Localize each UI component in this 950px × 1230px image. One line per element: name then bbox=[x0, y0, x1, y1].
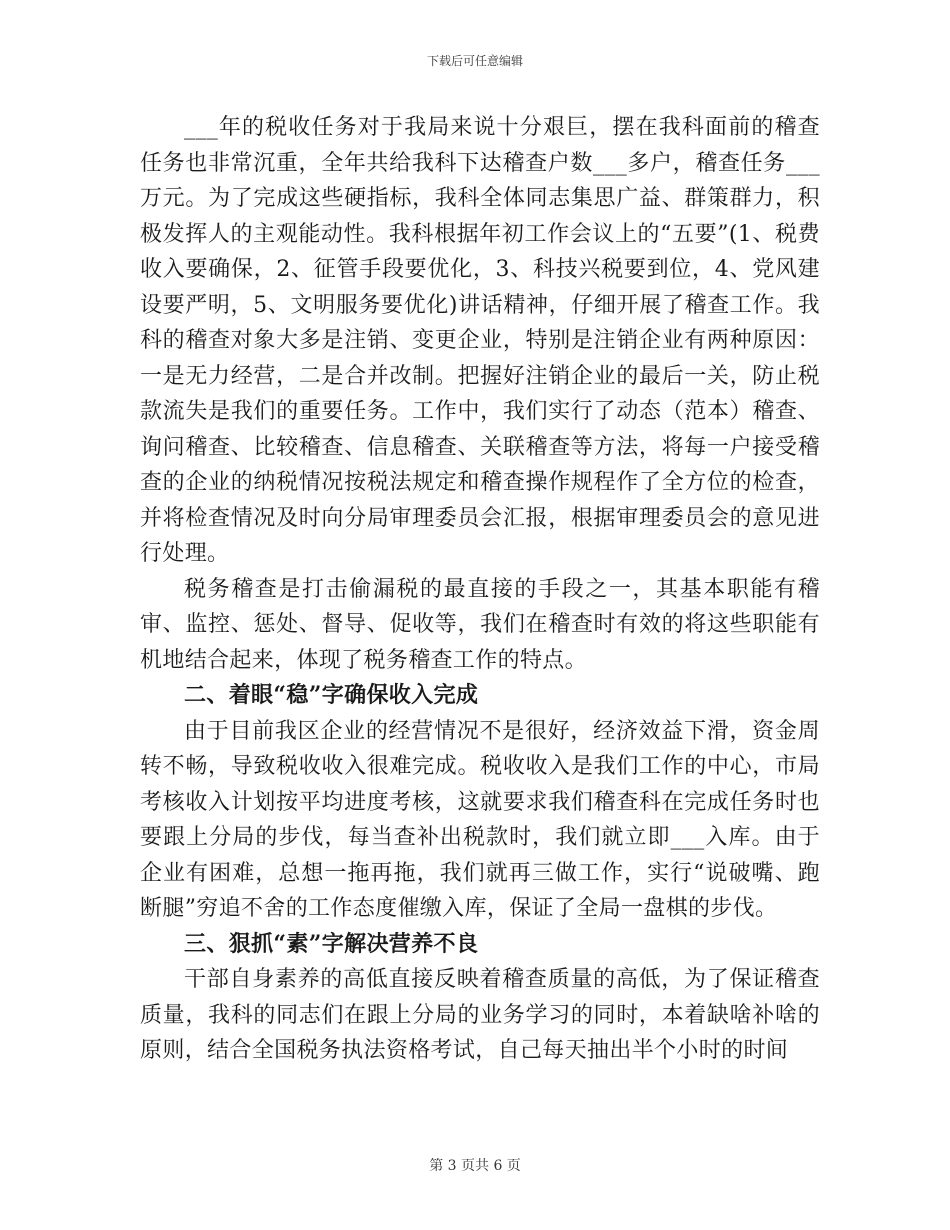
page-header: 下载后可任意编辑 bbox=[426, 54, 523, 68]
page-number-footer: 第 3 页共 6 页 bbox=[429, 1158, 521, 1174]
body-paragraph-3: 由于目前我区企业的经营情况不是很好，经济效益下滑，资金周转不畅，导致税收收入很难完成。税收收入是我们工作的中心，市局考核收入计划按平均进度考核，这就要求我们稽查科在完成任务时也要跟上分局的步伐，每当查补出税款时，我们就立即___入库。由于企业有困难，总想一拖再拖，我们就再三做工作，实行“说破嘴、跑断腿”穷追不舍的工作态度催缴入库，保证了全局一盘棋的步伐。 bbox=[140, 718, 820, 921]
section-heading-3: 三、狠抓“素”字解决营养不良 bbox=[184, 930, 479, 957]
section-heading-2: 二、着眼“稳”字确保收入完成 bbox=[184, 682, 479, 708]
body-paragraph-4: 干部自身素养的高低直接反映着稽查质量的高低，为了保证稽查质量，我科的同志们在跟上分局的业务学习的同时，本着缺啥补啥的原则，结合全国税务执法资格考试，自己每天抽出半个小时的时间 bbox=[140, 967, 820, 1063]
body-paragraph-1: ___年的税收任务对于我局来说十分艰巨，摆在我科面前的稽查任务也非常沉重，全年共给我科下达稽查户数___多户，稽查任务___万元。为了完成这些硬指标，我科全体同志集思广益、群策群力，积极发挥人的主观能动性。我科根据年初工作会议上的“五要”(1、税费收入要确保，2、征管手段要优化，3、科技兴税要到位，4、党风建设要严明，5、文明服务要优化)讲话精神，仔细开展了稽查工作。我科的稽查对象大多是注销、变更企业，特别是注销企业有两种原因：一是无力经营，二是合并改制。把握好注销企业的最后一关，防止税款流失是我们的重要任务。工作中，我们实行了动态（范本）稽查、询问稽查、比较稽查、信息稽查、关联稽查等方法，将每一户接受稽查的企业的纳税情况按税法规定和稽查操作规程作了全方位的检查，并将检查情况及时向分局审理委员会汇报，根据审理委员会的意见进行处理。 bbox=[140, 115, 820, 566]
document-body bbox=[140, 110, 820, 1069]
body-paragraph-2: 税务稽查是打击偷漏税的最直接的手段之一，其基本职能有稽审、监控、惩处、督导、促收等，我们在稽查时有效的将这些职能有机地结合起来，体现了税务稽查工作的特点。 bbox=[140, 576, 820, 673]
